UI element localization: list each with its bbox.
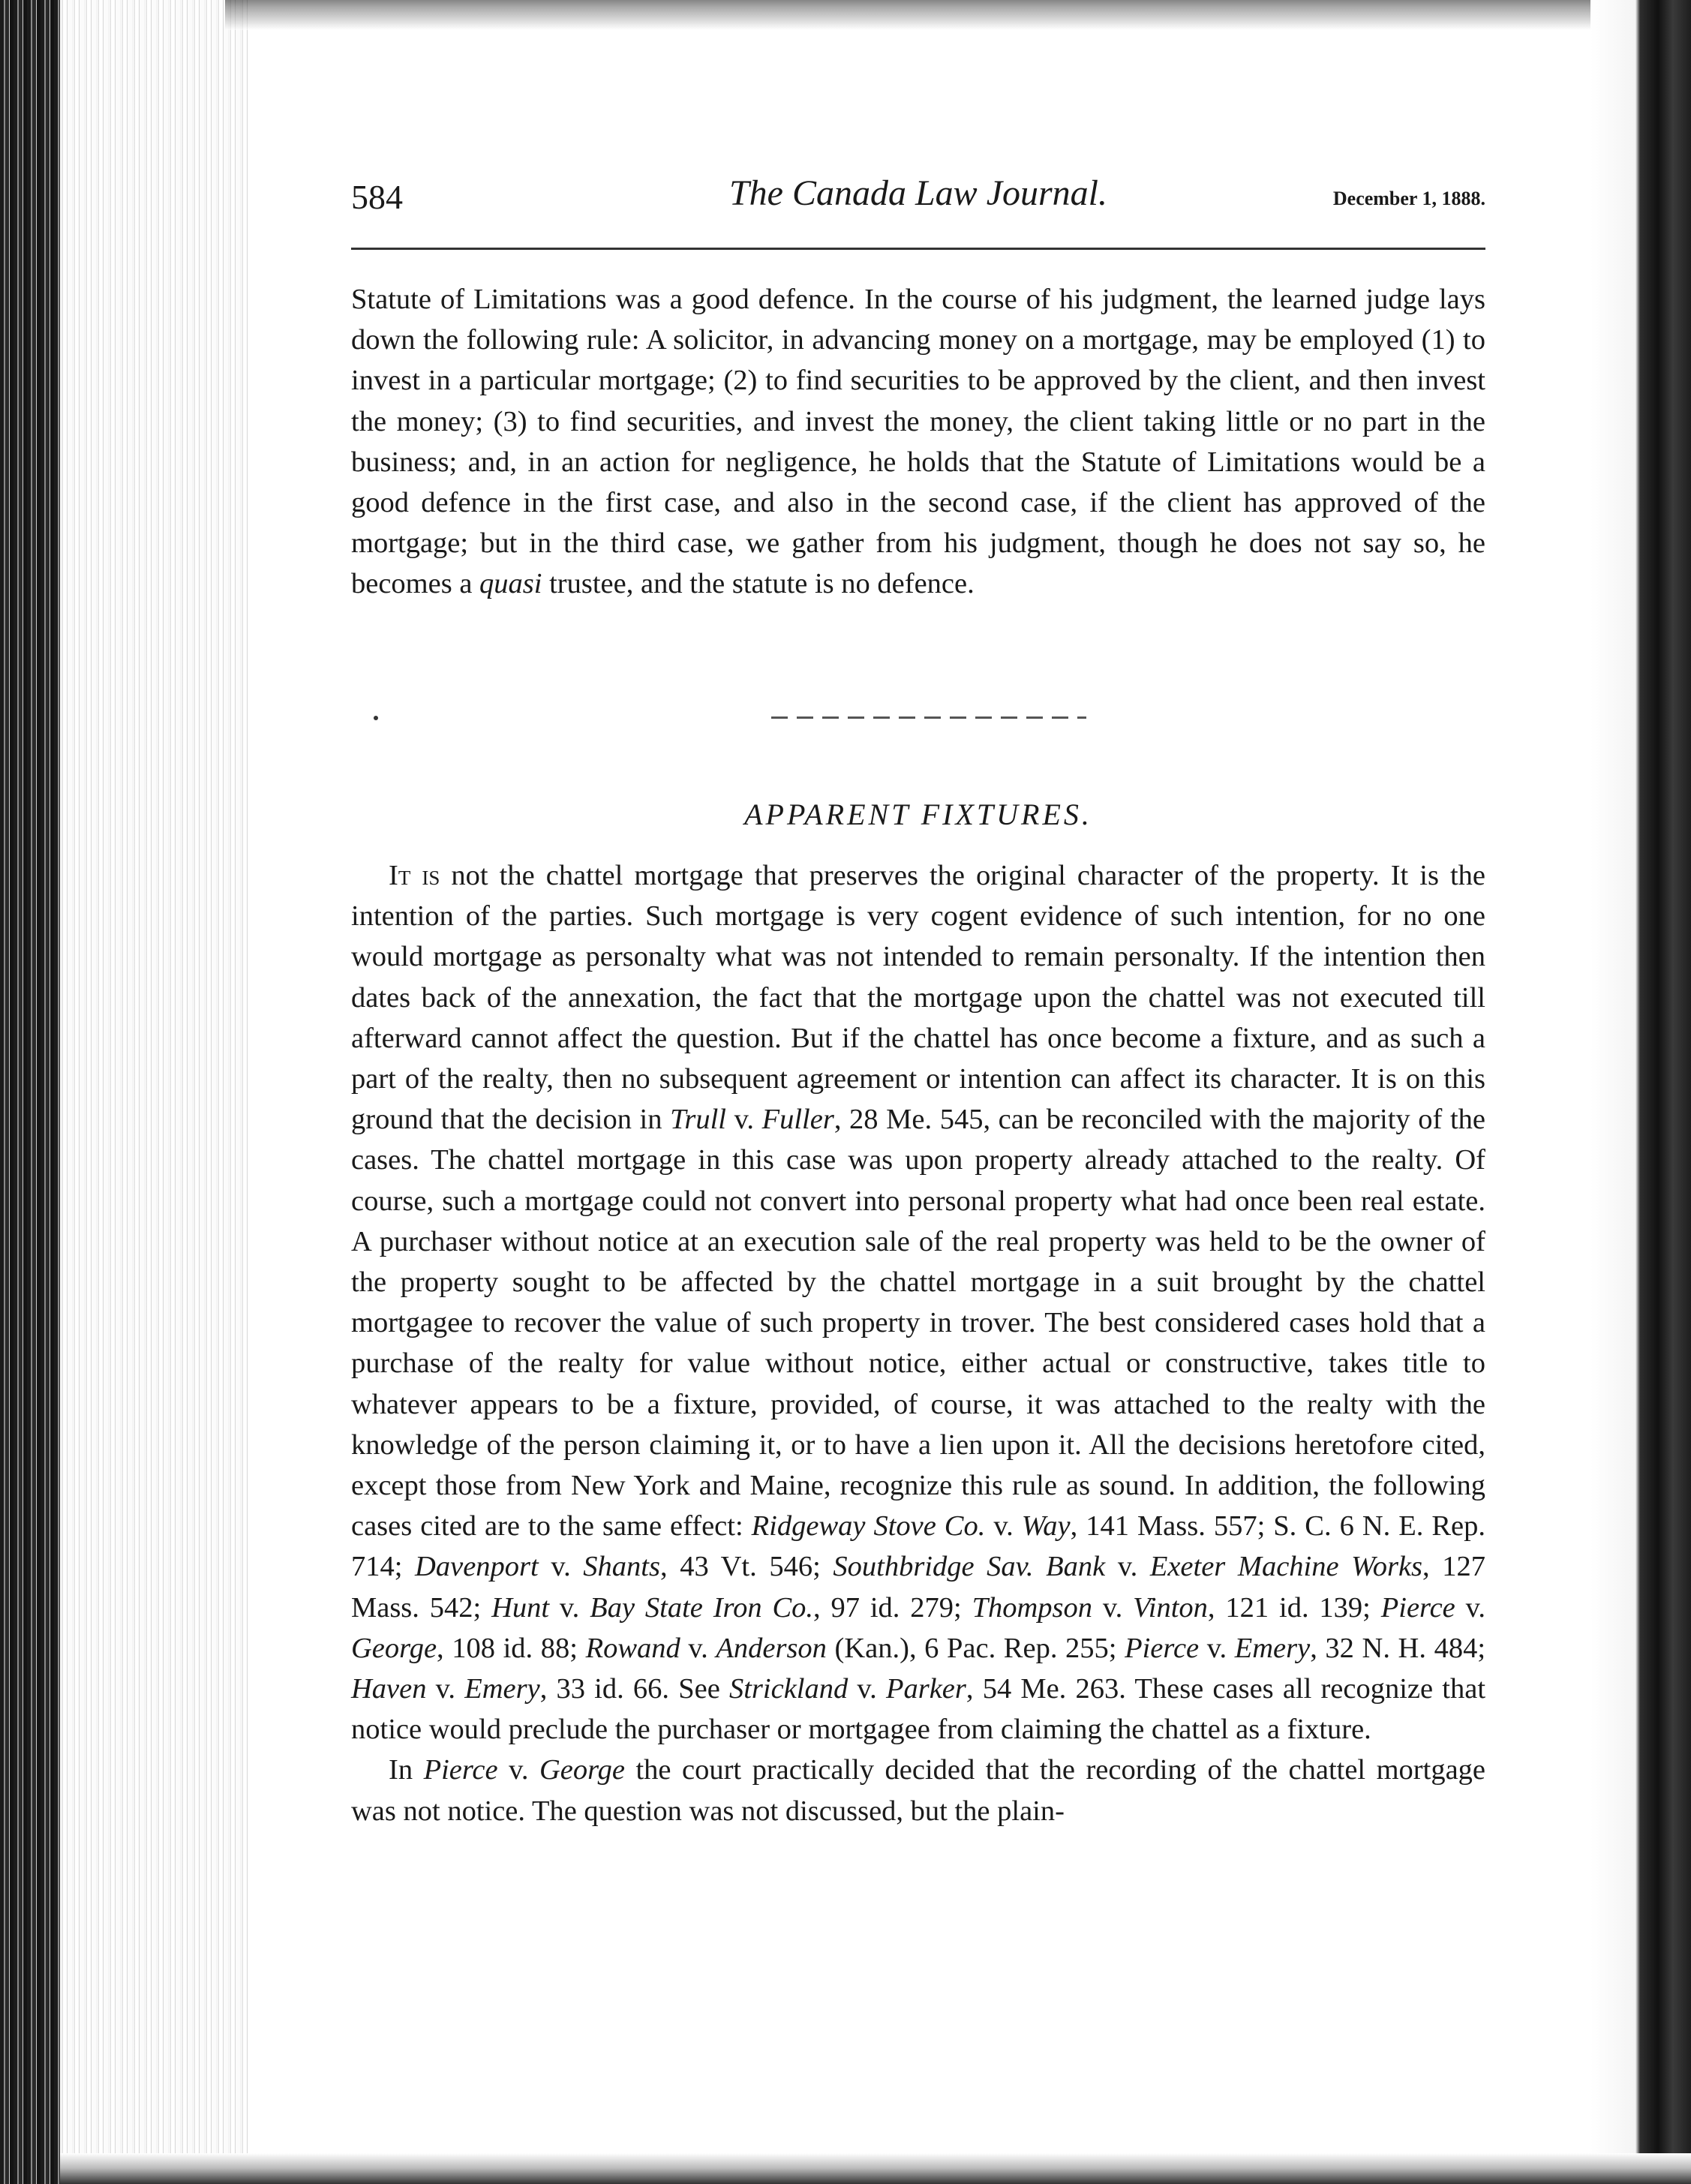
case-versus: v. xyxy=(426,1673,465,1705)
text-run: , 141 Mass. 557; S. C. 6 N. E. Rep. 714; xyxy=(351,1510,1485,1583)
paragraph-2 xyxy=(351,855,1485,1750)
text-run: (Kan.), 6 Pac. Rep. 255; xyxy=(826,1632,1125,1664)
case-party: Hunt xyxy=(491,1591,550,1624)
case-party: Southbridge Sav. Bank xyxy=(833,1551,1106,1583)
journal-title: The Canada Law Journal. xyxy=(728,173,1108,213)
case-versus: v. xyxy=(848,1673,886,1705)
case-versus: v. xyxy=(726,1104,762,1136)
case-versus: v. xyxy=(1092,1591,1134,1624)
case-versus: v. xyxy=(497,1754,539,1786)
case-party: George xyxy=(539,1754,625,1786)
scan-top-edge xyxy=(225,0,1590,30)
case-party: Anderson xyxy=(716,1632,827,1664)
text-run: trustee, and the statute is no defence. xyxy=(542,568,975,600)
italic-term: quasi xyxy=(479,568,542,600)
text-run: , 127 Mass. 542; xyxy=(351,1551,1486,1624)
case-party: Emery xyxy=(464,1673,540,1705)
stray-mark xyxy=(374,716,378,720)
text-run: , 43 Vt. 546; xyxy=(659,1551,833,1583)
case-versus: v. xyxy=(538,1551,584,1583)
section-title: APPARENT FIXTURES. xyxy=(744,798,1092,831)
text-run: the court practically decided that the recording of the chattel mortgage was not notice. The question was not discussed, but the plain- xyxy=(351,1754,1485,1827)
case-party: Way xyxy=(1021,1510,1071,1543)
case-party: Trull xyxy=(670,1104,727,1136)
section-separator xyxy=(771,716,1086,719)
case-party: Strickland xyxy=(728,1673,849,1705)
text-run: , 121 id. 139; xyxy=(1207,1591,1381,1624)
case-party: Thompson xyxy=(972,1591,1093,1624)
case-party: Davenport xyxy=(415,1551,539,1583)
text-run: , 54 Me. 263. These cases all recognize that notice would preclude the purchaser or mortgagee from claiming the chattel as a fixture. xyxy=(351,1673,1486,1746)
lead-words: It is xyxy=(389,860,440,891)
page-header xyxy=(351,173,1485,225)
text-run: not the chattel mortgage that preserves the original character of the property. It is the intention of the parties. Such mortgage is very cogent evidence of such intention, for no one would mortgage as personalty what was not intended to remain personalty. If the intention then dates back of the annexation, the fact that the mortgage upon the chattel was not executed till afterward cannot affect the question. But if the chattel has once become a fixture, and as such a part of the realty, then no subsequent agreement or intention can affect its character. It is on this ground that the decision in xyxy=(351,860,1486,1136)
header-rule xyxy=(351,248,1485,250)
scan-gutter xyxy=(60,0,248,2184)
text-run: Statute of Limitations was a good defence. In the course of his judgment, the learned judge lays down the following rule: A solicitor, in advancing money on a mortgage, may be employed (1) to invest in a particular mortgage; (2) to find securities to be approved by the client, and then invest the money; (3) to find securities, and invest the money, the client taking little or no part in the business; and, in an action for negligence, he holds that the Statute of Limitations would be a good defence in the first case, and also in the second case, if the client has approved of the mortgage; but in the third case, we gather from his judgment, though he does not say so, he becomes a xyxy=(351,284,1485,600)
case-party: Pierce xyxy=(1125,1632,1200,1664)
case-party: George xyxy=(351,1632,437,1664)
case-versus: v. xyxy=(1199,1632,1235,1664)
paragraph-1 xyxy=(351,279,1485,605)
text-run: In xyxy=(389,1754,424,1786)
case-party: Haven xyxy=(351,1673,427,1705)
scan-right-edge xyxy=(1590,0,1691,2184)
text-run: , 97 id. 279; xyxy=(813,1591,972,1624)
text-run: , 33 id. 66. See xyxy=(539,1673,729,1705)
case-versus: v. xyxy=(985,1510,1022,1543)
paragraph-statute xyxy=(351,279,1485,605)
case-versus: v. xyxy=(549,1591,590,1624)
case-party: Bay State Iron Co. xyxy=(590,1591,813,1624)
case-party: Shants xyxy=(583,1551,660,1583)
case-party: Parker xyxy=(885,1673,966,1705)
case-party: Vinton xyxy=(1133,1591,1208,1624)
case-party: Fuller xyxy=(761,1104,834,1136)
case-party: Exeter Machine Works xyxy=(1149,1551,1423,1583)
case-party: Pierce xyxy=(423,1754,498,1786)
text-run: , 32 N. H. 484; xyxy=(1310,1632,1486,1664)
case-party: Ridgeway Stove Co. xyxy=(751,1510,986,1543)
issue-date: December 1, 1888. xyxy=(1332,188,1485,209)
page-number: 584 xyxy=(351,178,403,216)
paragraph-3 xyxy=(351,1750,1485,1831)
case-versus: v. xyxy=(1105,1551,1150,1583)
case-party: Pierce xyxy=(1380,1591,1455,1624)
text-run: , 28 Me. 545, can be reconciled with the majority of the cases. The chattel mortgage in this case was upon property already attached to the realty. Of course, such a mortgage could not convert into personal property what had once been real estate. A purchaser without notice at an execution sale of the real property was held to be the owner of the property sought to be affected by the chattel mortgage in a suit brought by the chattel mortgagee to recover the value of such property in trover. The best considered cases hold that a purchase of the realty for value without notice, either actual or constructive, takes title to whatever appears to be a fixture, provided, of course, it was attached to the realty with the knowledge of the person claiming it, or to have a lien upon it. All the decisions heretofore cited, except those from New York and Maine, recognize this rule as sound. In addition, the following cases cited are to the same effect: xyxy=(351,1104,1485,1543)
article-body xyxy=(351,855,1485,1831)
scan-bottom-edge xyxy=(60,2153,1691,2184)
case-party: Rowand xyxy=(585,1632,680,1664)
text-run: , 108 id. 88; xyxy=(437,1632,586,1664)
scan-binding-edge xyxy=(0,0,60,2184)
case-versus: v. xyxy=(680,1632,716,1664)
case-party: Emery xyxy=(1234,1632,1311,1664)
case-versus: v. xyxy=(1455,1591,1486,1624)
